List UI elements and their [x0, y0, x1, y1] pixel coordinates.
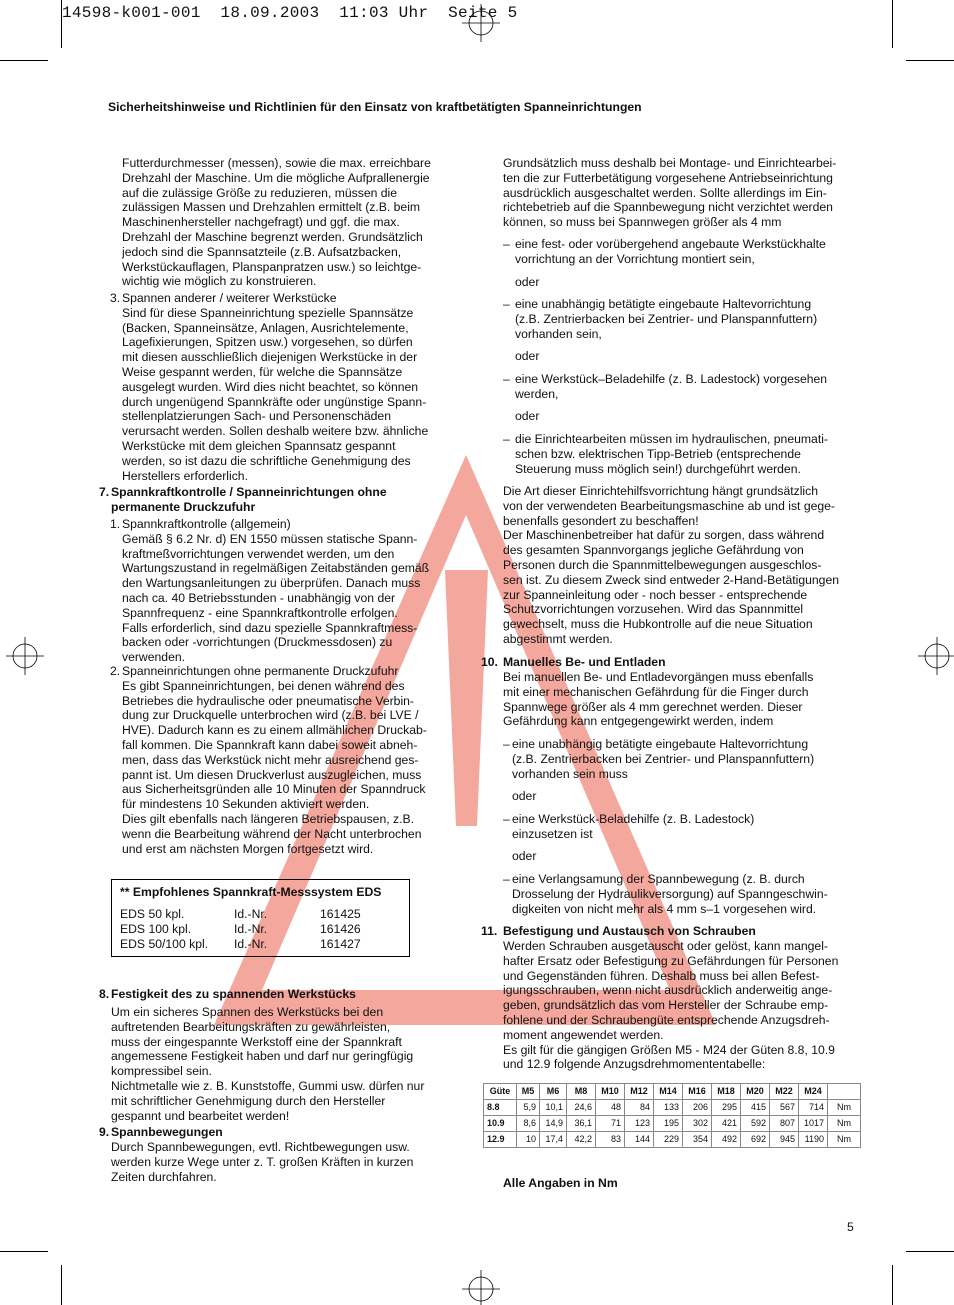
section-10-bullet-1: eine unabhängig betätigte eingebaute Haltevorrichtung (z.B. Zentrierbacken bei Zentrier- und Planspannfuttern) vorhanden sein muss [512, 737, 815, 781]
section-8-title: Festigkeit des zu spannenden Werkstücks [111, 987, 356, 1001]
section-7-2-number: 2. [110, 664, 121, 678]
bullet-4: die Einrichtearbeiten müssen im hydraulischen, pneumati- schen bzw. elektrischen Tipp-Betrieb (entsprechende Steuerung muss möglich sein!) durchgeführt werden. [515, 432, 828, 476]
section-11: Werden Schrauben ausgetauscht oder gelöst, kann mangel- hafter Ersatz oder Befestigung zu Gefährdungen für Personen und Gegenständen führen. Deshalb muss bei allen Befest- igungsschrauben, wenn nicht ausdrücklich anderweitig ange- geben, grundsätzlich das vom Hersteller der Schraube emp- fohlene und der Schraubengüte entsprechende Anzugsdreh- moment angewendet werden. Es gilt für die gängigen Größen M5 - M24 der Güten 8.8, 10.9 und 12.9 folgende Anzugsdrehmomententabelle: [503, 939, 839, 1072]
box-row: EDS 100 kpl. [120, 922, 192, 936]
bullet-1: eine fest- oder vorübergehend angebaute Werkstückhalte vorrichtung an der Vorrichtung montiert sein, [515, 237, 826, 266]
bullet-dash: – [503, 372, 510, 386]
section-7-title: Spannkraftkontrolle / Spanneinrichtungen ohne permanente Druckzufuhr [111, 485, 387, 514]
section-7-number: 7. [99, 485, 110, 499]
section-9-number: 9. [99, 1125, 110, 1139]
oder-text: oder [515, 409, 540, 423]
section-10: Bei manuellen Be- und Entladevorgängen muss ebenfalls mit einer mechanischen Gefährdung für die Finger durch Spannwege größer als 4 mm gerechnet werden. Dieser Gefährdung kann entgegengewirkt werden, indem [503, 670, 814, 729]
page-title: Sicherheitshinweise und Richtlinien für den Einsatz von kraftbetätigten Spanneinrichtungen [108, 100, 642, 114]
item-3: Spannen anderer / weiterer Werkstücke Sind für diese Spanneinrichtung spezielle Spannsätze (Backen, Spanneinsätze, Anlagen, Ausrichtelemente, Lagefixierungen, Spitzen usw.) vorgesehen, so dürfen mit diesen ausschließlich diejenigen Werkstücke in der Weise gespannt werden, für welche die Spannsätze ausgelegt wurden. Wird dies nicht beachtet, so können durch ungenügend Spannkräfte oder ungünstige Spann- stellenplatzierungen Sach- und Personenschäden verursacht werden. Sollen deshalb weitere bzw. ähnliche Werkstücke mit dem gleichen Spannsatz gespannt werden, so ist dazu die schriftliche Genehmigung des Herstellers erforderlich. [122, 291, 429, 483]
section-7-1: Spannkraftkontrolle (allgemein) Gemäß § 6.2 Nr. d) EN 1550 müssen statische Spann- kraftmeßvorrichtungen verwendet werden, um den Wartungszustand in regelmäßigen Zeitabständen gemäß den Wartungsanleitungen zu überprüfen. Danach muss nach ca. 40 Betriebsstunden - unabhängig von der Spannfrequenz - eine Spannkraftkontrolle erfolgen. Falls erforderlich, sind dazu spezielle Spannkraftmess- backen oder -vorrichtungen (Druckmessdosen) zu verwenden. [122, 517, 430, 665]
section-10-bullet-3: eine Verlangsamung der Spannbewegung (z. B. durch Drosselung der Hydraulikversorgung) auf Spanngeschwin- digkeiten von nicht mehr als 4 mm s–1 vorgesehen wird. [512, 872, 828, 916]
section-10-bullet-2: eine Werkstück-Beladehilfe (z. B. Ladestock) einzusetzen ist [512, 812, 755, 841]
item-3-number: 3. [110, 291, 121, 305]
registration-mark-bottom [462, 1270, 500, 1305]
page-number: 5 [847, 1220, 854, 1234]
box-row: EDS 50/100 kpl. [120, 937, 209, 951]
table-note: Alle Angaben in Nm [503, 1176, 618, 1190]
right-paragraph-2: Die Art dieser Einrichtehilfsvorrichtung hängt grundsätzlich von der verwendeten Bearbeitungsmaschine ab und ist gege- benenfalls gesondert zu beschaffen! Der Maschinenbetreiber hat dafür zu sorgen, dass während des gesamten Spannvorgangs jegliche Gefährdung von Personen durch die Spannmittelbewegungen ausgeschlos- sen ist. Zu diesem Zweck sind entweder 2-Hand-Betätigungen zur Spanneinleitung oder - noch besser - entsprechende Schutzvorrichtungen vorzusehen. Wird das Spannmittel gewechselt, muss die Hubkontrolle auf die neue Situation abgestimmt werden. [503, 484, 840, 646]
bullet-dash: – [503, 432, 510, 446]
table-row: 12.9 10 17,4 42,2 83 144 229 354 492 692 945 1190 Nm [484, 1132, 861, 1148]
bullet-dash: – [503, 872, 510, 886]
section-7-2: Spanneinrichtungen ohne permanente Druckzufuhr Es gibt Spanneinrichtungen, bei denen während des Betriebes die hydraulische oder pneumatische Verbin- dung zur Druckquelle unterbrochen wird (z.B. bei LVE / HVE). Dadurch kann es zu einem allmählichen Druckab- fall kommen. Die Spannkraft kann dabei soweit abneh- men, dass das Werkstück nicht mehr ausreichend ges- pannt ist. Um diesen Druckverlust auszugleichen, muss aus Sicherheitsgründen alle 10 Minuten der Spanndruck für mindestens 10 Sekunden aktiviert werden. Dies gilt ebenfalls nach längeren Betriebspausen, z.B. wenn die Bearbeitung während der Nacht unterbrochen und erst am nächsten Morgen fortgesetzt wird. [122, 664, 427, 856]
bullet-dash: – [503, 737, 510, 751]
oder-text: oder [512, 849, 537, 863]
section-9: Durch Spannbewegungen, evtl. Richtbewegungen usw. werden kurze Wege unter z. T. großen Kräften in kurzen Zeiten durchfahren. [111, 1140, 414, 1184]
oder-text: oder [515, 349, 540, 363]
registration-mark-right [918, 637, 954, 675]
section-8: Um ein sicheres Spannen des Werkstücks bei den auftretenden Bearbeitungskräften zu gewährleisten, muss der eingespannte Werkstoff eine der Spannkraft angemessene Festigkeit haben und darf nur geringfügig kompressibel sein. Nichtmetalle wie z. B. Kunststoffe, Gummi usw. dürfen nur mit schriftlicher Genehmigung durch den Hersteller gespannt und bearbeitet werden! [111, 1005, 425, 1123]
table-header-row: Güte M5 M6 M8 M10 M12 M14 M16 M18 M20 M22 M24 [484, 1084, 861, 1100]
section-11-number: 11. [481, 924, 498, 938]
section-10-number: 10. [481, 655, 498, 669]
eds-recommendation-box: ** Empfohlenes Spannkraft-Messsystem EDS EDS 50 kpl. Id.-Nr. 161425 EDS 100 kpl. Id.-Nr. 161426 EDS 50/100 kpl. Id.-Nr. 161427 [111, 879, 410, 957]
bullet-dash: – [503, 297, 510, 311]
section-8-number: 8. [99, 987, 110, 1001]
box-title: ** Empfohlenes Spannkraft-Messsystem EDS [120, 885, 382, 899]
bullet-2: eine unabhängig betätigte eingebaute Haltevorrichtung (z.B. Zentrierbacken bei Zentrier- und Planspannfuttern) vorhanden sein, [515, 297, 818, 341]
table-row: 10.9 8,6 14,9 36,1 71 123 195 302 421 592 807 1017 Nm [484, 1116, 861, 1132]
section-7-1-number: 1. [110, 517, 121, 531]
bullet-dash: – [503, 812, 510, 826]
bullet-dash: – [503, 237, 510, 251]
torque-table [483, 1083, 861, 1148]
oder-text: oder [515, 275, 540, 289]
print-slug: 14598-k001-001 18.09.2003 11:03 Uhr Seite 5 [62, 4, 518, 22]
section-9-title: Spannbewegungen [111, 1125, 223, 1139]
box-row: EDS 50 kpl. [120, 907, 185, 921]
right-paragraph-1: Grundsätzlich muss deshalb bei Montage- und Einrichtearbei- ten die zur Futterbetätigung vorgesehene Antriebseinrichtung ausdrücklich ausgeschaltet werden. Sollte allerdings im Ein- richtebetrieb auf die Spannbewegung nicht verzichtet werden können, so muss bei Spannwegen größer als 4 mm [503, 156, 837, 230]
registration-mark-left [6, 637, 44, 675]
section-11-title: Befestigung und Austausch von Schrauben [503, 924, 756, 938]
left-paragraph-1: Futterdurchmesser (messen), sowie die max. erreichbare Drehzahl der Maschine. Um die mögliche Aufprallenergie auf die zulässige Größe zu reduzieren, müssen die zulässigen Massen und Drehzahlen ermittelt (z.B. beim Maschinenhersteller nachgefragt) und ggf. die max. Drehzahl der Maschine begrenzt werden. Grundsätzlich jedoch sind die Spannsatzteile (z.B. Aufsatzbacken, Werkstückauflagen, Planspanpratzen usw.) so leichtge- wichtig wie möglich zu konstruieren. [122, 156, 431, 289]
bullet-3: eine Werkstück–Beladehilfe (z. B. Ladestock) vorgesehen werden, [515, 372, 828, 401]
table-row: 8.8 5,9 10,1 24,6 48 84 133 206 295 415 567 714 Nm [484, 1100, 861, 1116]
oder-text: oder [512, 789, 537, 803]
section-10-title: Manuelles Be- und Entladen [503, 655, 666, 669]
